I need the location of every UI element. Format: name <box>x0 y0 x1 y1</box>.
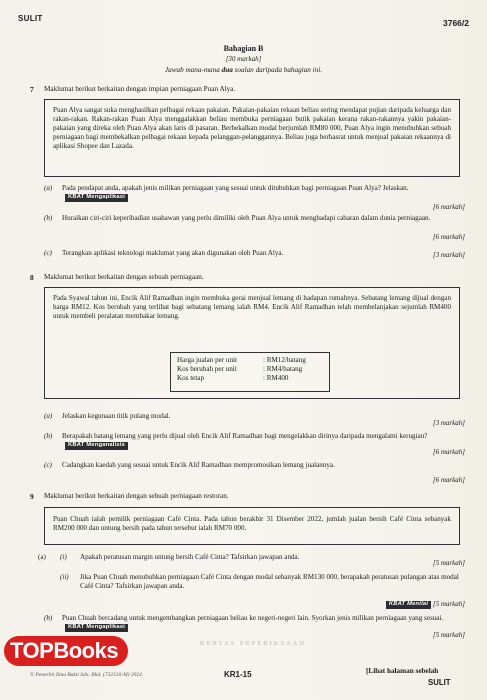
info-row <box>177 356 323 365</box>
q7a-marks: [6 markah] <box>432 203 465 211</box>
q9b <box>44 614 464 632</box>
kbat-badge: KBAT Mengaplikasi <box>65 624 128 632</box>
kbat-badge: KBAT Mengaplikasi <box>65 194 128 202</box>
q9ai-label: (i) <box>60 553 67 561</box>
q8a-marks: [3 markah] <box>432 419 465 427</box>
info-value: : RM12/batang <box>263 356 306 364</box>
q7b-label: (b) <box>44 214 53 222</box>
q7a-text: Pada pendapat anda, apakah jenis milikan perniagaan yang sesuai untuk ditubuhkan bagi perniagaan Puan Alya? Jelaskan. <box>62 184 409 192</box>
info-key: Harga jualan per unit <box>177 356 237 364</box>
q9aii-marks-row <box>383 600 465 609</box>
q8c <box>44 461 464 470</box>
q7a-label: (a) <box>44 184 53 192</box>
faint-header: KERTAS PEPERIKSAAN <box>200 640 307 647</box>
q9-intro: Maklumat berikut berkaitan dengan sebuah perniagaan restoran. <box>44 492 229 500</box>
q7c-marks: [3 markah] <box>432 251 465 259</box>
q8a-label: (a) <box>44 412 53 420</box>
q9aii-text: Jika Puan Chuah menubuhkan perniagaan Café Cinta dengan modal sebanyak RM130 000, berapakah peratusan pulangan atas modal Café Cinta? Tafsirkan jawapan anda. <box>80 573 459 591</box>
q8-number: 8 <box>30 273 34 282</box>
q9ai <box>60 553 464 562</box>
q9ai-marks: [5 markah] <box>432 559 465 567</box>
q9b-marks: [5 markah] <box>432 631 465 639</box>
info-row <box>177 374 323 383</box>
next-page-note: [Lihat halaman sebelah <box>366 667 439 675</box>
info-value: : RM400 <box>263 373 289 382</box>
q9b-text: Puan Chuah bercadang untuk mengembangkan perniagaan beliau ke negeri-negeri lain. Syorkan jenis milikan perniagaan yang sesuai. <box>62 614 444 622</box>
topbooks-logo <box>0 632 132 672</box>
q9-number: 9 <box>30 492 34 501</box>
info-row <box>177 365 323 374</box>
q8c-text: Cadangkan kaedah yang sesuai untuk Encik Alif Ramadhan mempromosikan lemang jualannya. <box>62 461 335 469</box>
q9aii-marks: [5 markah] <box>432 600 465 608</box>
q7-intro: Maklumat berikut berkaitan dengan impian perniagaan Puan Alya. <box>44 85 236 93</box>
instruction-part-1: Jawab mana-mana <box>164 66 222 74</box>
q7b-marks: [6 markah] <box>432 233 465 241</box>
q8-intro: Maklumat berikut berkaitan dengan sebuah perniagaan. <box>44 273 204 281</box>
q8-info-table <box>170 352 330 392</box>
q7c-label: (c) <box>44 249 52 257</box>
q9ai-text: Apakah peratusan margin untung bersih Café Cinta? Tafsirkan jawapan anda. <box>80 553 300 561</box>
q9aii <box>60 573 464 591</box>
logo-text: TOPBooks <box>10 638 119 663</box>
instruction-part-2: soalan daripada bahagian ini. <box>232 66 323 74</box>
section-marks: [30 markah] <box>225 55 262 63</box>
kbat-badge: KBAT Menilai <box>386 601 431 609</box>
q7c <box>44 249 464 258</box>
publisher-credit: © Penerbit Ilmu Bakti Sdn. Bhd. (732516-M) 2024 <box>30 672 142 678</box>
sulit-label-bottom: SULIT <box>428 678 451 687</box>
sulit-label-top: SULIT <box>18 14 43 23</box>
q8-passage: Pada Syawal tahun ini, Encik Alif Ramadhan ingin membuka gerai menjual lemang di hadapan rumahnya. Sebatang lemang dijual dengan harga RM12. Kos berubah yang terlibat bagi sebatang lemang ialah RM4. Encik Alif Ramadhan telah membelanjakan sejumlah RM400 untuk membeli peralatan membakar lemang. <box>53 294 451 321</box>
page-code: KR1-15 <box>224 670 252 679</box>
q8a <box>44 412 464 421</box>
paper-code: 3766/2 <box>443 18 469 28</box>
q8b <box>44 432 464 450</box>
q7b <box>44 214 464 223</box>
instruction-bold: dua <box>221 66 233 74</box>
q9a-label: (a) <box>38 553 46 561</box>
q8a-text: Jelaskan kegunaan titik pulang modal. <box>62 412 171 420</box>
q9b-label: (b) <box>44 614 53 622</box>
q7c-text: Terangkan aplikasi teknologi maklumat yang akan digunakan oleh Puan Alya. <box>62 249 284 257</box>
q7b-text: Huraikan ciri-ciri keperibadian usahawan yang perlu dimiliki oleh Puan Alya untuk menghadapi cabaran dalam dunia perniagaan. <box>62 214 431 222</box>
q9aii-label: (ii) <box>60 573 69 581</box>
q8b-text: Berapakah batang lemang yang perlu dijual oleh Encik Alif Ramadhan bagi mengelakkan dirinya daripada mengalami kerugian? <box>62 432 428 440</box>
q8c-marks: [6 markah] <box>432 476 465 484</box>
section-title: Bahagian B <box>223 44 264 53</box>
q8b-marks: [6 markah] <box>432 448 465 456</box>
section-instruction <box>0 66 487 75</box>
q8b-label: (b) <box>44 432 53 440</box>
q8c-label: (c) <box>44 461 52 469</box>
q7-passage: Puan Alya sangat suka menghasilkan pelbagai rekaan pakaian. Pakaian-pakaian rekaan beliau sering mendapat pujian daripada keluarga dan rakan-rakan. Rakan-rakan Puan Alya menggalakkan beliau membuka perniagaan butik pakaian kerana rakan-rakannya yakin pakaian-pakaian yang direka oleh Puan Alya akan laris di pasaran. Berbekalkan modal berjumlah RM80 000, Puan Alya ingin menubuhkan sebuah perniagaan bagi membekalkan pelbagai rekaan kepada pelanggan-pelanggannya. Beliau juga berhasrat untuk menjual pakaian rekaannya di aplikasi Shopee dan Lazada. <box>53 106 451 151</box>
info-key: Kos tetap <box>177 373 204 382</box>
q7-number: 7 <box>30 85 34 94</box>
q7a <box>44 184 464 202</box>
info-value: : RM4/batang <box>263 364 303 373</box>
q9-passage: Puan Chuah ialah pemilik perniagaan Café Cinta. Pada tahun berakhir 31 Disember 2022, jumlah jualan bersih Café Cinta sebanyak RM200 000 dan untung bersih pada tahun tersebut ialah RM70 000. <box>53 515 451 533</box>
q7-passage-box <box>44 99 460 177</box>
kbat-badge: KBAT Menganalisis <box>65 442 128 450</box>
info-key: Kos berubah per unit <box>177 364 237 373</box>
q9-passage-box <box>44 507 460 545</box>
